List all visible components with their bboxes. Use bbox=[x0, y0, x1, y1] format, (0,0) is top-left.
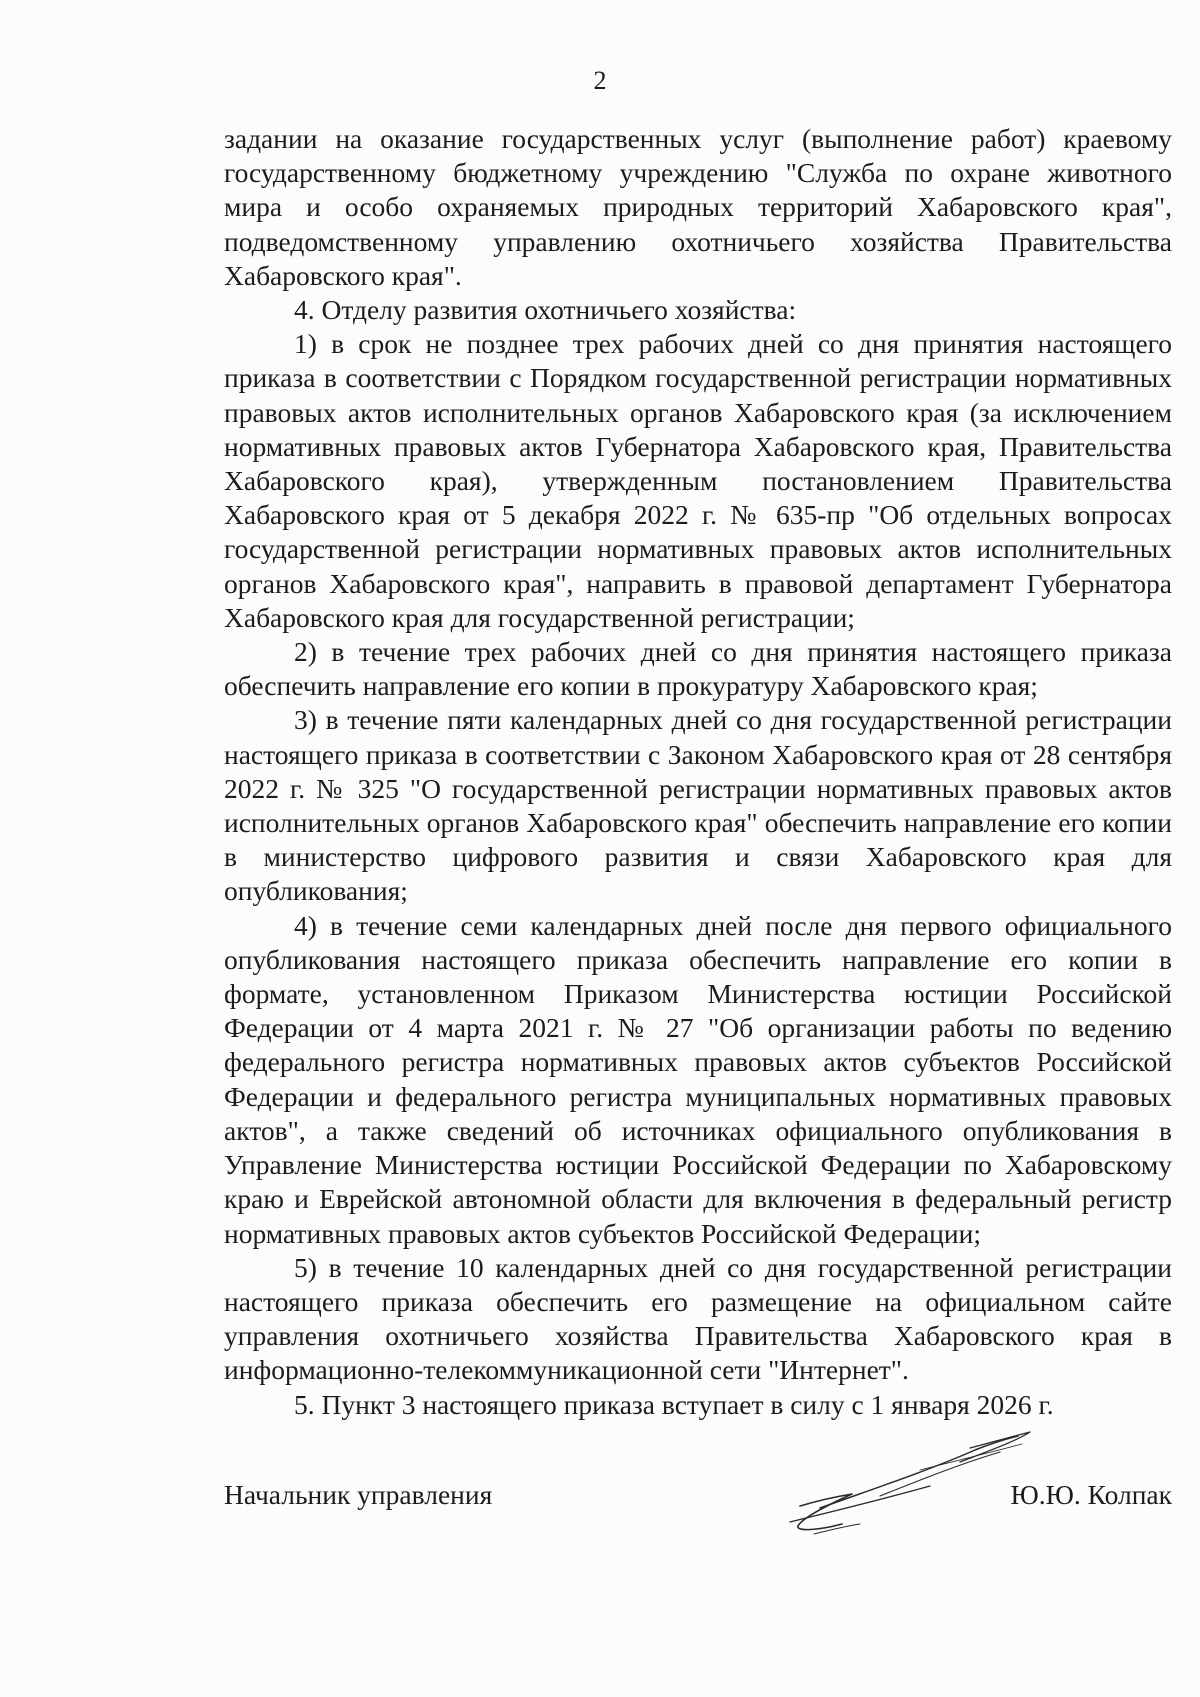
paragraph-subitem-3: 3) в течение пяти календарных дней со дня государственной регистрации настоящего приказа в соответствии с Законом Хабаровского края от 28 сентября 2022 г. № 325 "О государственной регистрации нормативных правовых актов исполнительных органов Хабаровского края" обеспечить направление его копии в министерство цифрового развития и связи Хабаровского края для опубликования; bbox=[224, 704, 1172, 907]
paragraph-subitem-2: 2) в течение трех рабочих дней со дня принятия настоящего приказа обеспечить направление его копии в прокуратуру Хабаровского края; bbox=[224, 636, 1172, 702]
signatory-position: Начальник управления bbox=[224, 1479, 493, 1510]
signatory-name: Ю.Ю. Колпак bbox=[1010, 1479, 1172, 1510]
handwritten-signature bbox=[760, 1408, 1080, 1568]
page-number: 2 bbox=[593, 66, 607, 95]
paragraph-subitem-4: 4) в течение семи календарных дней после дня первого официального опубликования настоящего приказа обеспечить направление его копии в формате, установленном Приказом Министерства юстиции Российской Федерации от 4 марта 2021 г. № 27 "Об организации работы по ведению федерального регистра нормативных правовых актов субъектов Российской Федерации и федерального регистра муниципальных нормативных правовых актов", а также сведений об источниках официального опубликования в Управление Министерства юстиции Российской Федерации по Хабаровскому краю и Еврейской автономной области для включения в федеральный регистр нормативных правовых актов субъектов Российской Федерации; bbox=[224, 909, 1172, 1249]
paragraph-item-4: 4. Отделу развития охотничьего хозяйства: bbox=[294, 294, 797, 326]
paragraph-continuation: задании на оказание государственных услуг (выполнение работ) краевому государственному бюджетному учреждению "Служба по охране животного мира и особо охраняемых природных территорий Хабаровского края", подведомственному управлению охотничьего хозяйства Правительства Хабаровского края". bbox=[224, 123, 1172, 291]
paragraph-item-5: 5. Пункт 3 настоящего приказа вступает в силу с 1 января 2026 г. bbox=[294, 1388, 1054, 1420]
document-body bbox=[224, 122, 1172, 1422]
paragraph-subitem-1: 1) в срок не позднее трех рабочих дней со дня принятия настоящего приказа в соответствии с Порядком государственной регистрации нормативных правовых актов исполнительных органов Хабаровского края (за исключением нормативных правовых актов Губернатора Хабаровского края, Правительства Хабаровского края), утвержденным постановлением Правительства Хабаровского края от 5 декабря 2022 г. № 635-пр "Об отдельных вопросах государственной регистрации нормативных правовых актов исполнительных органов Хабаровского края", направить в правовой департамент Губернатора Хабаровского края для государственной регистрации; bbox=[224, 328, 1172, 633]
paragraph-subitem-5: 5) в течение 10 календарных дней со дня государственной регистрации настоящего приказа обеспечить его размещение на официальном сайте управления охотничьего хозяйства Правительства Хабаровского края в информационно-телекоммуникационной сети "Интернет". bbox=[224, 1251, 1172, 1386]
